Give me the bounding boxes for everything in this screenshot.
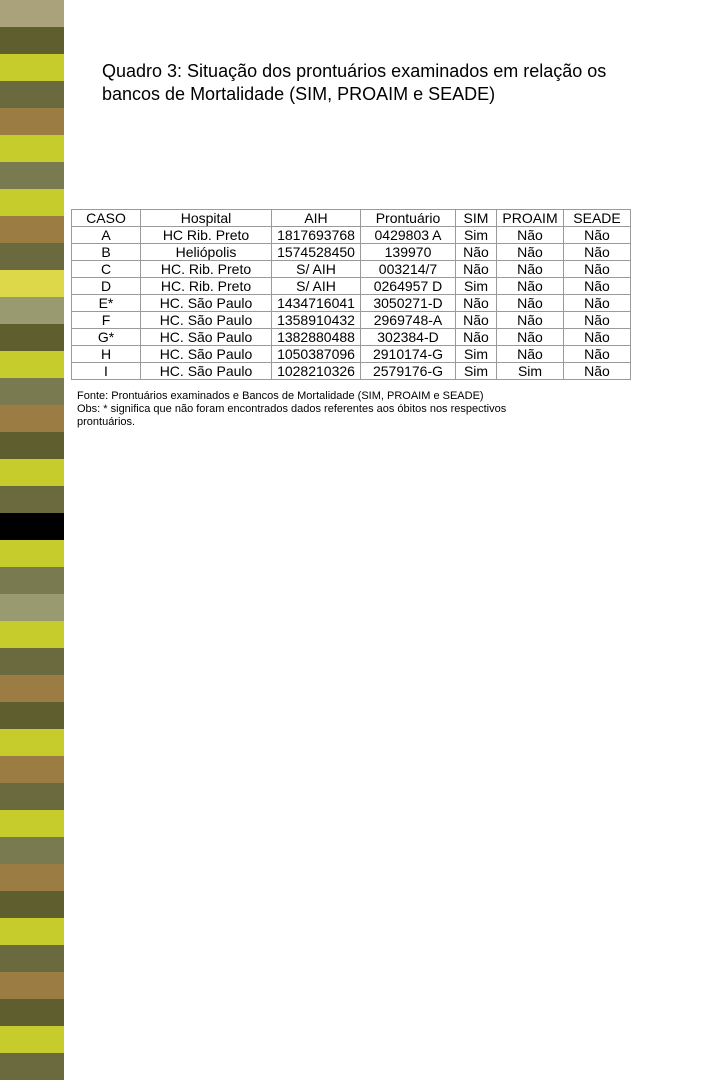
cell-hospital: HC. São Paulo: [141, 363, 272, 380]
cell-caso: F: [72, 312, 141, 329]
cell-sim: Não: [456, 244, 497, 261]
table-row: [72, 329, 631, 346]
stripe-segment: [0, 675, 64, 702]
stripe-segment: [0, 702, 64, 729]
stripe-segment: [0, 216, 64, 243]
cell-caso: I: [72, 363, 141, 380]
cell-caso: G*: [72, 329, 141, 346]
stripe-segment: [0, 27, 64, 54]
cell-hospital: HC. São Paulo: [141, 295, 272, 312]
stripe-segment: [0, 486, 64, 513]
stripe-segment: [0, 1026, 64, 1053]
cell-sim: Não: [456, 329, 497, 346]
cell-hospital: HC. Rib. Preto: [141, 261, 272, 278]
stripe-segment: [0, 999, 64, 1026]
cell-sim: Sim: [456, 278, 497, 295]
cell-sim: Sim: [456, 227, 497, 244]
table-header-row: [72, 210, 631, 227]
cell-prontuario: 2969748-A: [361, 312, 456, 329]
source-note: Fonte: Prontuários examinados e Bancos de Mortalidade (SIM, PROAIM e SEADE): [77, 390, 484, 402]
cell-prontuario: 003214/7: [361, 261, 456, 278]
table-notes: [77, 390, 597, 429]
cell-caso: E*: [72, 295, 141, 312]
column-header-seade: SEADE: [564, 210, 631, 227]
stripe-segment: [0, 189, 64, 216]
cell-aih: 1574528450: [272, 244, 361, 261]
stripe-segment: [0, 351, 64, 378]
cell-prontuario: 3050271-D: [361, 295, 456, 312]
cell-proaim: Não: [497, 329, 564, 346]
stripe-segment: [0, 108, 64, 135]
stripe-segment: [0, 648, 64, 675]
obs-note-line-2: prontuários.: [77, 416, 136, 428]
stripe-segment: [0, 378, 64, 405]
cell-prontuario: 2579176-G: [361, 363, 456, 380]
cell-prontuario: 0429803 A: [361, 227, 456, 244]
table-row: [72, 363, 631, 380]
stripe-segment: [0, 810, 64, 837]
column-header-sim: SIM: [456, 210, 497, 227]
column-header-proaim: PROAIM: [497, 210, 564, 227]
stripe-segment: [0, 567, 64, 594]
cell-proaim: Não: [497, 346, 564, 363]
stripe-segment: [0, 297, 64, 324]
cell-proaim: Sim: [497, 363, 564, 380]
cell-seade: Não: [564, 295, 631, 312]
cell-seade: Não: [564, 329, 631, 346]
cell-seade: Não: [564, 278, 631, 295]
cell-caso: B: [72, 244, 141, 261]
cell-proaim: Não: [497, 244, 564, 261]
table-row: [72, 261, 631, 278]
stripe-segment: [0, 864, 64, 891]
cell-seade: Não: [564, 227, 631, 244]
cell-sim: Não: [456, 312, 497, 329]
column-header-prontuario: Prontuário: [361, 210, 456, 227]
cell-aih: 1358910432: [272, 312, 361, 329]
stripe-segment: [0, 513, 64, 540]
stripe-segment: [0, 756, 64, 783]
cell-hospital: HC. Rib. Preto: [141, 278, 272, 295]
stripe-segment: [0, 540, 64, 567]
decorative-stripe-bar: [0, 0, 64, 540]
stripe-segment: [0, 621, 64, 648]
cell-aih: S/ AIH: [272, 261, 361, 278]
stripe-segment: [0, 891, 64, 918]
column-header-hospital: Hospital: [141, 210, 272, 227]
cell-proaim: Não: [497, 278, 564, 295]
title-line-2: bancos de Mortalidade (SIM, PROAIM e SEADE): [102, 84, 496, 104]
column-header-caso: CASO: [72, 210, 141, 227]
title-line-1: Quadro 3: Situação dos prontuários examinados em relação os: [102, 61, 607, 81]
cell-proaim: Não: [497, 295, 564, 312]
cell-proaim: Não: [497, 261, 564, 278]
stripe-segment: [0, 972, 64, 999]
table-row: [72, 227, 631, 244]
cell-seade: Não: [564, 363, 631, 380]
cell-seade: Não: [564, 261, 631, 278]
cell-aih: S/ AIH: [272, 278, 361, 295]
stripe-segment: [0, 918, 64, 945]
stripe-segment: [0, 162, 64, 189]
cell-seade: Não: [564, 346, 631, 363]
stripe-segment: [0, 270, 64, 297]
cell-hospital: HC. São Paulo: [141, 312, 272, 329]
obs-note-line-1: Obs: * significa que não foram encontrados dados referentes aos óbitos nos respectivos: [77, 403, 507, 415]
stripe-segment: [0, 0, 64, 27]
data-table-container: [71, 209, 631, 380]
cell-caso: A: [72, 227, 141, 244]
cell-sim: Sim: [456, 363, 497, 380]
cell-aih: 1028210326: [272, 363, 361, 380]
table-row: [72, 244, 631, 261]
stripe-segment: [0, 783, 64, 810]
stripe-segment: [0, 405, 64, 432]
cell-proaim: Não: [497, 227, 564, 244]
stripe-segment: [0, 324, 64, 351]
table-row: [72, 278, 631, 295]
stripe-segment: [0, 54, 64, 81]
cell-hospital: Heliópolis: [141, 244, 272, 261]
cell-seade: Não: [564, 312, 631, 329]
cell-sim: Não: [456, 295, 497, 312]
table-row: [72, 312, 631, 329]
stripe-segment: [0, 81, 64, 108]
cell-prontuario: 2910174-G: [361, 346, 456, 363]
table-body: [72, 227, 631, 380]
stripe-segment: [0, 594, 64, 621]
column-header-aih: AIH: [272, 210, 361, 227]
stripe-segment: [0, 945, 64, 972]
prontuarios-table: [71, 209, 631, 380]
cell-seade: Não: [564, 244, 631, 261]
cell-caso: D: [72, 278, 141, 295]
stripe-segment: [0, 243, 64, 270]
cell-aih: 1050387096: [272, 346, 361, 363]
stripe-segment: [0, 432, 64, 459]
stripe-segment: [0, 459, 64, 486]
cell-sim: Sim: [456, 346, 497, 363]
table-row: [72, 295, 631, 312]
cell-sim: Não: [456, 261, 497, 278]
stripe-segment: [0, 837, 64, 864]
cell-prontuario: 139970: [361, 244, 456, 261]
page-title: [102, 60, 702, 106]
table-row: [72, 346, 631, 363]
cell-hospital: HC. São Paulo: [141, 329, 272, 346]
cell-hospital: HC Rib. Preto: [141, 227, 272, 244]
cell-prontuario: 0264957 D: [361, 278, 456, 295]
stripe-segment: [0, 1053, 64, 1080]
stripe-segment: [0, 135, 64, 162]
cell-aih: 1817693768: [272, 227, 361, 244]
cell-caso: H: [72, 346, 141, 363]
cell-aih: 1434716041: [272, 295, 361, 312]
stripe-segment: [0, 729, 64, 756]
cell-aih: 1382880488: [272, 329, 361, 346]
cell-hospital: HC. São Paulo: [141, 346, 272, 363]
cell-prontuario: 302384-D: [361, 329, 456, 346]
cell-caso: C: [72, 261, 141, 278]
cell-proaim: Não: [497, 312, 564, 329]
